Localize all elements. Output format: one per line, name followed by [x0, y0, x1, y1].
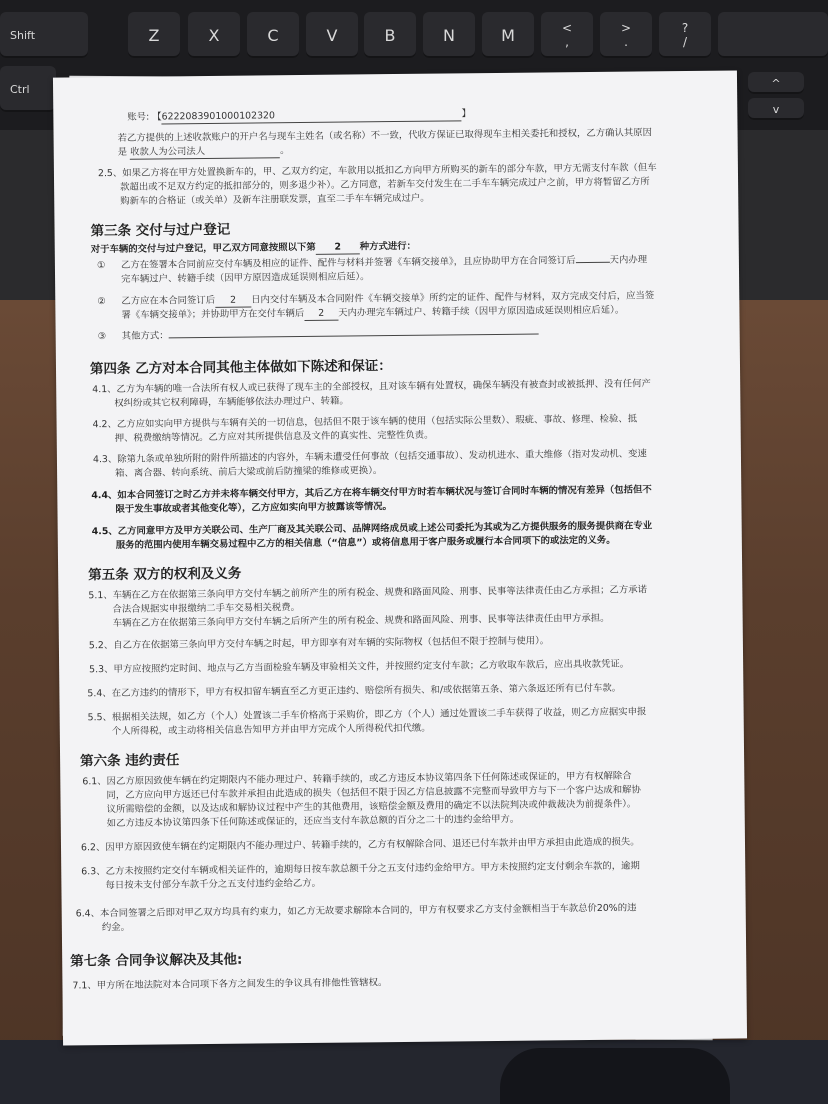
key-n[interactable]: N: [423, 12, 475, 58]
section-6-heading: 第六条 违约责任: [80, 752, 180, 770]
clause-2-5-line-2: 款超出或不足双方约定的抵扣部分的，则多退少补）。乙方同意，若新车交付发生在二手车车辆完成过户之前，甲方将暂留乙方所: [120, 176, 650, 193]
key-c[interactable]: C: [247, 12, 299, 58]
section-3-heading: 第三条 交付与过户登记: [90, 221, 231, 240]
account-line: 账号: 【6222083901000102320 】: [127, 108, 472, 123]
option-2-marker: ②: [97, 296, 106, 308]
option-1-marker: ①: [96, 260, 106, 272]
key-shift[interactable]: Shift: [0, 12, 88, 58]
key-period[interactable]: > .: [600, 12, 652, 58]
clause-6-1-line-3: 议所需赔偿的金额，以及达成和解协议过程中产生的其他费用，该赔偿金额及费用的确定不以法院判决或仲裁裁决为前提条件）。: [106, 798, 637, 816]
clause-4-1-line-1: 4.1、乙方为车辆的唯一合法所有权人或已获得了现车主的全部授权，且对该车辆有处置权，确保车辆没有被查封或被抵押、没有任何产: [92, 378, 651, 396]
option-1-line-1: 乙方在签署本合同前应交付车辆及相应的证件、配件与材料并签署《车辆交接单》，且应协助甲方在合同签订后 天内办理: [120, 254, 648, 271]
clause-6-3-line-2: 每日按未支付部分车款千分之五支付违约金给乙方。: [105, 877, 322, 892]
key-arrow-up[interactable]: ^: [748, 72, 804, 94]
owner-mismatch-line-2: 是 收款人为公司法人 。: [117, 145, 290, 158]
clause-5-2: 5.2、自乙方在依据第三条向甲方交付车辆之时起，甲方即享有对车辆的实际物权（包括但不限于控制与使用）。: [88, 635, 550, 652]
shoe: [500, 1048, 730, 1104]
clause-6-4-line-1: 6.4、本合同签署之后即对甲乙双方均具有约束力，如乙方无故要求解除本合同的，甲方有权要求乙方支付金额相当于车款总价20%的违: [75, 902, 637, 920]
account-number: 6222083901000102320: [162, 107, 462, 124]
key-arrow-down[interactable]: v: [748, 98, 804, 120]
key-x[interactable]: X: [188, 12, 240, 58]
key-b[interactable]: B: [364, 12, 416, 58]
clause-6-3-line-1: 6.3、乙方未按照约定交付车辆或相关证件的，逾期每日按车款总额千分之五支付违约金给甲方。甲方未按照约定支付剩余车款的，逾期: [81, 860, 640, 878]
clause-7-1: 7.1、甲方所在地法院对本合同项下各方之间发生的争议具有排他性管辖权。: [72, 977, 388, 992]
clause-4-4-line-1: 4.4、如本合同签订之时乙方并未将车辆交付甲方，其后乙方在将车辆交付甲方时若车辆状况与签订合同时车辆的情况有差异（包括但不: [91, 484, 652, 502]
clause-5-1-line-1: 5.1、车辆在乙方在依据第三条向甲方交付车辆之前所产生的所有税金、规费和路面风险、刑事、民事等法律责任由乙方承担；乙方承诺: [88, 584, 648, 602]
clause-4-2-line-2: 押、税费缴纳等情况。乙方应对其所提供信息及文件的真实性、完整性负责。: [114, 429, 434, 444]
clause-5-5-line-2: 个人所得税，或主动将相关信息告知甲方并由甲方完成个人所得税代扣代缴。: [111, 722, 431, 738]
clause-4-2-line-1: 4.2、乙方应如实向甲方提供与车辆有关的一切信息，包括但不限于该车辆的使用（包括实际公里数）、瑕疵、事故、修理、检验、抵: [92, 413, 638, 431]
clause-4-5-line-1: 4.5、乙方同意甲方及甲方关联公司、生产厂商及其关联公司、品牌网络成员或上述公司委托为其或为乙方提供服务的服务提供商在专业: [91, 520, 653, 538]
section-7-heading: 第七条 合同争议解决及其他:: [70, 951, 243, 970]
clause-5-1-line-2: 合法合规据实申报缴纳二手车交易相关税费。: [112, 602, 301, 616]
key-ctrl[interactable]: Ctrl: [0, 66, 56, 112]
clause-2-5-line-3: 购新车的合格证（或关单）及新车注册联发票，直至二手车车辆完成过户。: [120, 192, 430, 207]
clause-5-4: 5.4、在乙方违约的情形下，甲方有权扣留车辆直至乙方更正违约、赔偿所有损失、和/或依据第五条、第六条返还所有已付车款。: [87, 682, 622, 700]
option-2-line-2: 署《车辆交接单》；并协助甲方在交付车辆后 2 天内办理完车辆过户、转籍手续（因甲方原因造成延误则相应后延）。: [121, 304, 625, 321]
clause-4-4-line-2: 限于发生事故或者其他变化等），乙方应如实向甲方披露该等情况。: [115, 501, 393, 515]
clause-6-1-line-1: 6.1、因乙方原因致使车辆在约定期限内不能办理过户、转籍手续的，或乙方违反本协议第四条下任何陈述或保证的，甲方有权解除合: [82, 770, 632, 788]
clause-4-3-line-1: 4.3、除第九条或单独所附的附件所描述的内容外，车辆未遭受任何事故（包括交通事故）、发动机进水、重大维修（指对发动机、变速: [92, 448, 647, 466]
clause-4-1-line-2: 权纠纷或其它权利障碍，车辆能够依法办理过户、转籍。: [114, 395, 349, 409]
key-m[interactable]: M: [482, 12, 534, 58]
clause-5-3: 5.3、甲方应按照约定时间、地点与乙方当面检验车辆及审验相关文件，并按照约定支付车款；乙方收取车款后，应出具收款凭证。: [89, 658, 630, 676]
key-right-shift[interactable]: [718, 12, 828, 58]
option-2-line-1: 乙方应在本合同签订后 2 日内交付车辆及本合同附件《车辆交接单》所约定的证件、配件与材料，双方完成交付后，应当签: [121, 290, 655, 307]
option-1-line-2: 完车辆过户、转籍手续（因甲方原因造成延误则相应后延）。: [121, 271, 370, 285]
key-v[interactable]: V: [306, 12, 358, 58]
clause-6-1-line-2: 同，乙方应向甲方返还已付车款并承担由此造成的损失（包括但不限于因乙方信息披露不完整而导致甲方与下一个客户达成和解协: [106, 784, 641, 802]
option-3-line: 其他方式：: [122, 326, 539, 343]
section-4-heading: 第四条 乙方对本合同其他主体做如下陈述和保证：: [89, 358, 392, 378]
clause-6-2: 6.2、因甲方原因致使车辆在约定期限内不能办理过户、转籍手续的，乙方有权解除合同、退还已付车款并由甲方承担由此造成的损失。: [80, 836, 640, 854]
option-3-marker: ③: [97, 331, 107, 343]
key-slash[interactable]: ? /: [659, 12, 711, 58]
contract-page: [53, 70, 747, 1045]
clause-5-5-line-1: 5.5、根据相关法规，如乙方（个人）处置该二手车价格高于采购价，即乙方（个人）通过处置该二手车获得了收益，则乙方应据实申报: [87, 706, 647, 724]
clause-2-5-line-1: 2.5、如果乙方将在甲方处置换新车的，甲、乙双方约定，车款用以抵扣乙方向甲方所购买的新车的部分车款，甲方无需支付车款（但车: [97, 162, 657, 180]
key-comma[interactable]: < ,: [541, 12, 593, 58]
clause-6-1-line-4: 如乙方违反本协议第四条下任何陈述或保证的，还应当支付车款总额的百分之二十的违约金给甲方。: [106, 813, 520, 830]
clause-6-4-line-2: 约金。: [101, 921, 131, 934]
key-z[interactable]: Z: [128, 12, 180, 58]
clause-4-5-line-2: 服务的范围内使用车辆交易过程中乙方的相关信息（“信息”）或将信息用于客户服务或履行本合同项下的或法定的义务。: [115, 534, 616, 551]
section-3-intro: 对于车辆的交付与过户登记，甲乙双方同意按照以下第 2 种方式进行：: [90, 240, 417, 256]
section-5-heading: 第五条 双方的权利及义务: [88, 565, 242, 584]
owner-mismatch-line-1: 若乙方提供的上述收款账户的开户名与现车主姓名（或名称）不一致，代收方保证已取得现车主相关委托和授权，乙方确认其原因: [117, 127, 653, 144]
clause-4-3-line-2: 箱、离合器、转向系统、前后大梁或前后防撞梁的维修或更换）。: [115, 465, 383, 479]
clause-5-1-line-3: 车辆在乙方在依据第三条向甲方交付车辆之后所产生的所有税金、规费和路面风险、刑事、民事等法律责任由甲方承担。: [112, 612, 610, 630]
